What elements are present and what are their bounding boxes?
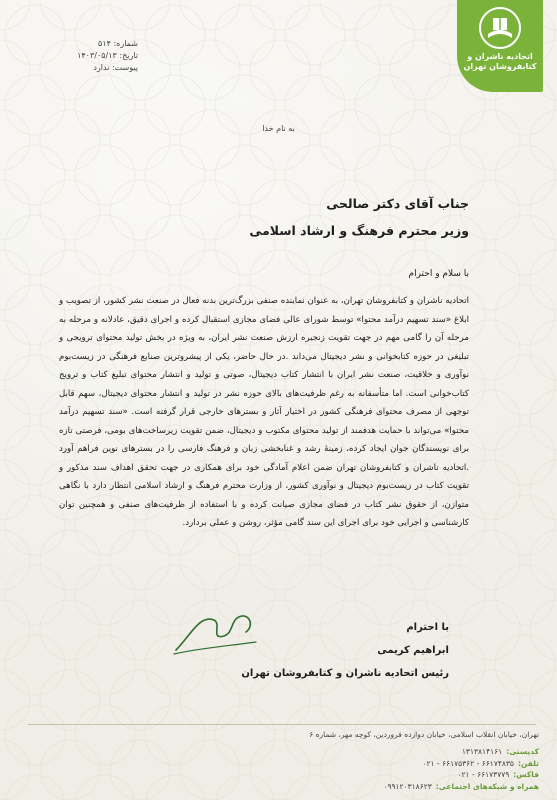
letter-number: شماره: ۵۱۴ bbox=[98, 39, 138, 48]
social-label: همراه و شبکه‌های اجتماعی: bbox=[435, 781, 539, 791]
footer-phone bbox=[379, 758, 539, 770]
fax-value: ۶۶۱۷۳۷۷۹ - ۰۲۱ bbox=[457, 770, 510, 779]
letter-body: اتحادیه ناشران و کتابفروشان تهران، به عنوان نماینده صنفی بزرگ‌ترین بدنه فعال در صنعت نشر کشور، از تصویب و ابلاغ «سند تسهیم درآمد محتوا» توسط شورای عالی فضای مجازی استقبال کرده و اجرای دقیق، عادلانه و مرحله به مرحله آن را گامی مهم در جهت تقویت زنجیره ارزش صنعت نشر ایران، به ویژه در بخش تولید محتوای ترویجی و تبلیغی در حوزه کتابخوانی و نشر دیجیتال می‌داند .در حال حاضر، یکی از پیشروترین صنایع فرهنگی در زیست‌بوم نوآوری و خلاقیت، صنعت نشر ایران با انتشار کتاب دیجیتال، صوتی و تولید و انتشار محتوای تبلیغ کتاب و ترویج کتاب‌خوانی است. اما متأسفانه به رغم ظرفیت‌های بالای حوزه نشر در تولید و انتشار محتوای دیجیتال، سهم قابل توجهی از مصرف محتوای فرهنگی کشور در اختیار آثار و بسترهای خارجی قرار گرفته است. «سند تسهیم درآمد محتوا» می‌تواند با حمایت هدفمند از تولید محتوای مکتوب و دیجیتال، ضمن تقویت زیرساخت‌های بومی، فرصتی تازه برای نویسندگان جوان ایجاد کرده، زمینهٔ رشد و غنابخشی زبان و فرهنگ فارسی را در بسترهای نوین فراهم آورد .اتحادیه ناشران و کتابفروشان تهران ضمن اعلام آمادگی خود برای همکاری در جهت تحقق اهداف سند مذکور و تقویت کتاب در زیست‌بوم دیجیتال و نوآوری کشور، از وزارت محترم فرهنگ و ارشاد اسلامی انتظار دارد با نگاهی متوازن، از حقوق نشر کتاب در فضای مجازی صیانت کرده و با استفاده از ظرفیت‌های صنفی و همچنین توان کارشناسی و اجرایی خود برای اجرای این سند گامی مؤثر، روشن و عملی بردارد. bbox=[59, 296, 469, 528]
phone-label: تلفن: bbox=[517, 758, 539, 768]
postal-value: ۱۳۱۳۸۱۴۱۶۱ bbox=[461, 747, 503, 756]
footer-contacts bbox=[379, 746, 539, 792]
basmala: به نام خدا bbox=[262, 124, 295, 133]
letter-meta bbox=[38, 38, 138, 74]
union-logo bbox=[457, 0, 543, 92]
footer-social bbox=[379, 781, 539, 793]
recipient-title: وزیر محترم فرهنگ و ارشاد اسلامی bbox=[249, 223, 469, 238]
closing-regards: با احترام bbox=[406, 622, 449, 633]
footer-address: تهران، خیابان انقلاب اسلامی، خیابان دوازده فروردین، کوچه مهر، شماره ۶ bbox=[309, 730, 539, 739]
greeting: با سلام و احترام bbox=[408, 269, 469, 279]
phone-value: ۶۶۱۷۴۸۳۵ - ۶۶۱۷۵۳۶۲ - ۰۲۱ bbox=[422, 758, 514, 768]
recipient-block bbox=[249, 196, 469, 238]
footer-divider bbox=[28, 724, 536, 725]
recipient-name: جناب آقای دکتر صالحی bbox=[326, 196, 469, 211]
letter-date: تاریخ: ۱۴۰۳/۰۵/۱۳ bbox=[77, 51, 138, 60]
logo-text: اتحادیه ناشران و کتابفروشان تهران bbox=[463, 52, 537, 71]
fax-label: فاکس: bbox=[513, 770, 539, 779]
signer-role: رئیس اتحادیه ناشران و کتابفروشان تهران bbox=[241, 668, 449, 679]
letter-attachment: پیوست: ندارد bbox=[93, 63, 138, 72]
footer-postal bbox=[379, 746, 539, 758]
social-value: ۰۹۹۱۲۰۳۱۸۶۲۳ bbox=[383, 781, 432, 791]
closing-block bbox=[241, 616, 449, 685]
book-emblem-icon bbox=[478, 6, 522, 50]
footer-fax bbox=[379, 769, 539, 781]
signer-name: ابراهیم کریمی bbox=[377, 645, 449, 656]
postal-label: کدپستی: bbox=[506, 747, 539, 756]
